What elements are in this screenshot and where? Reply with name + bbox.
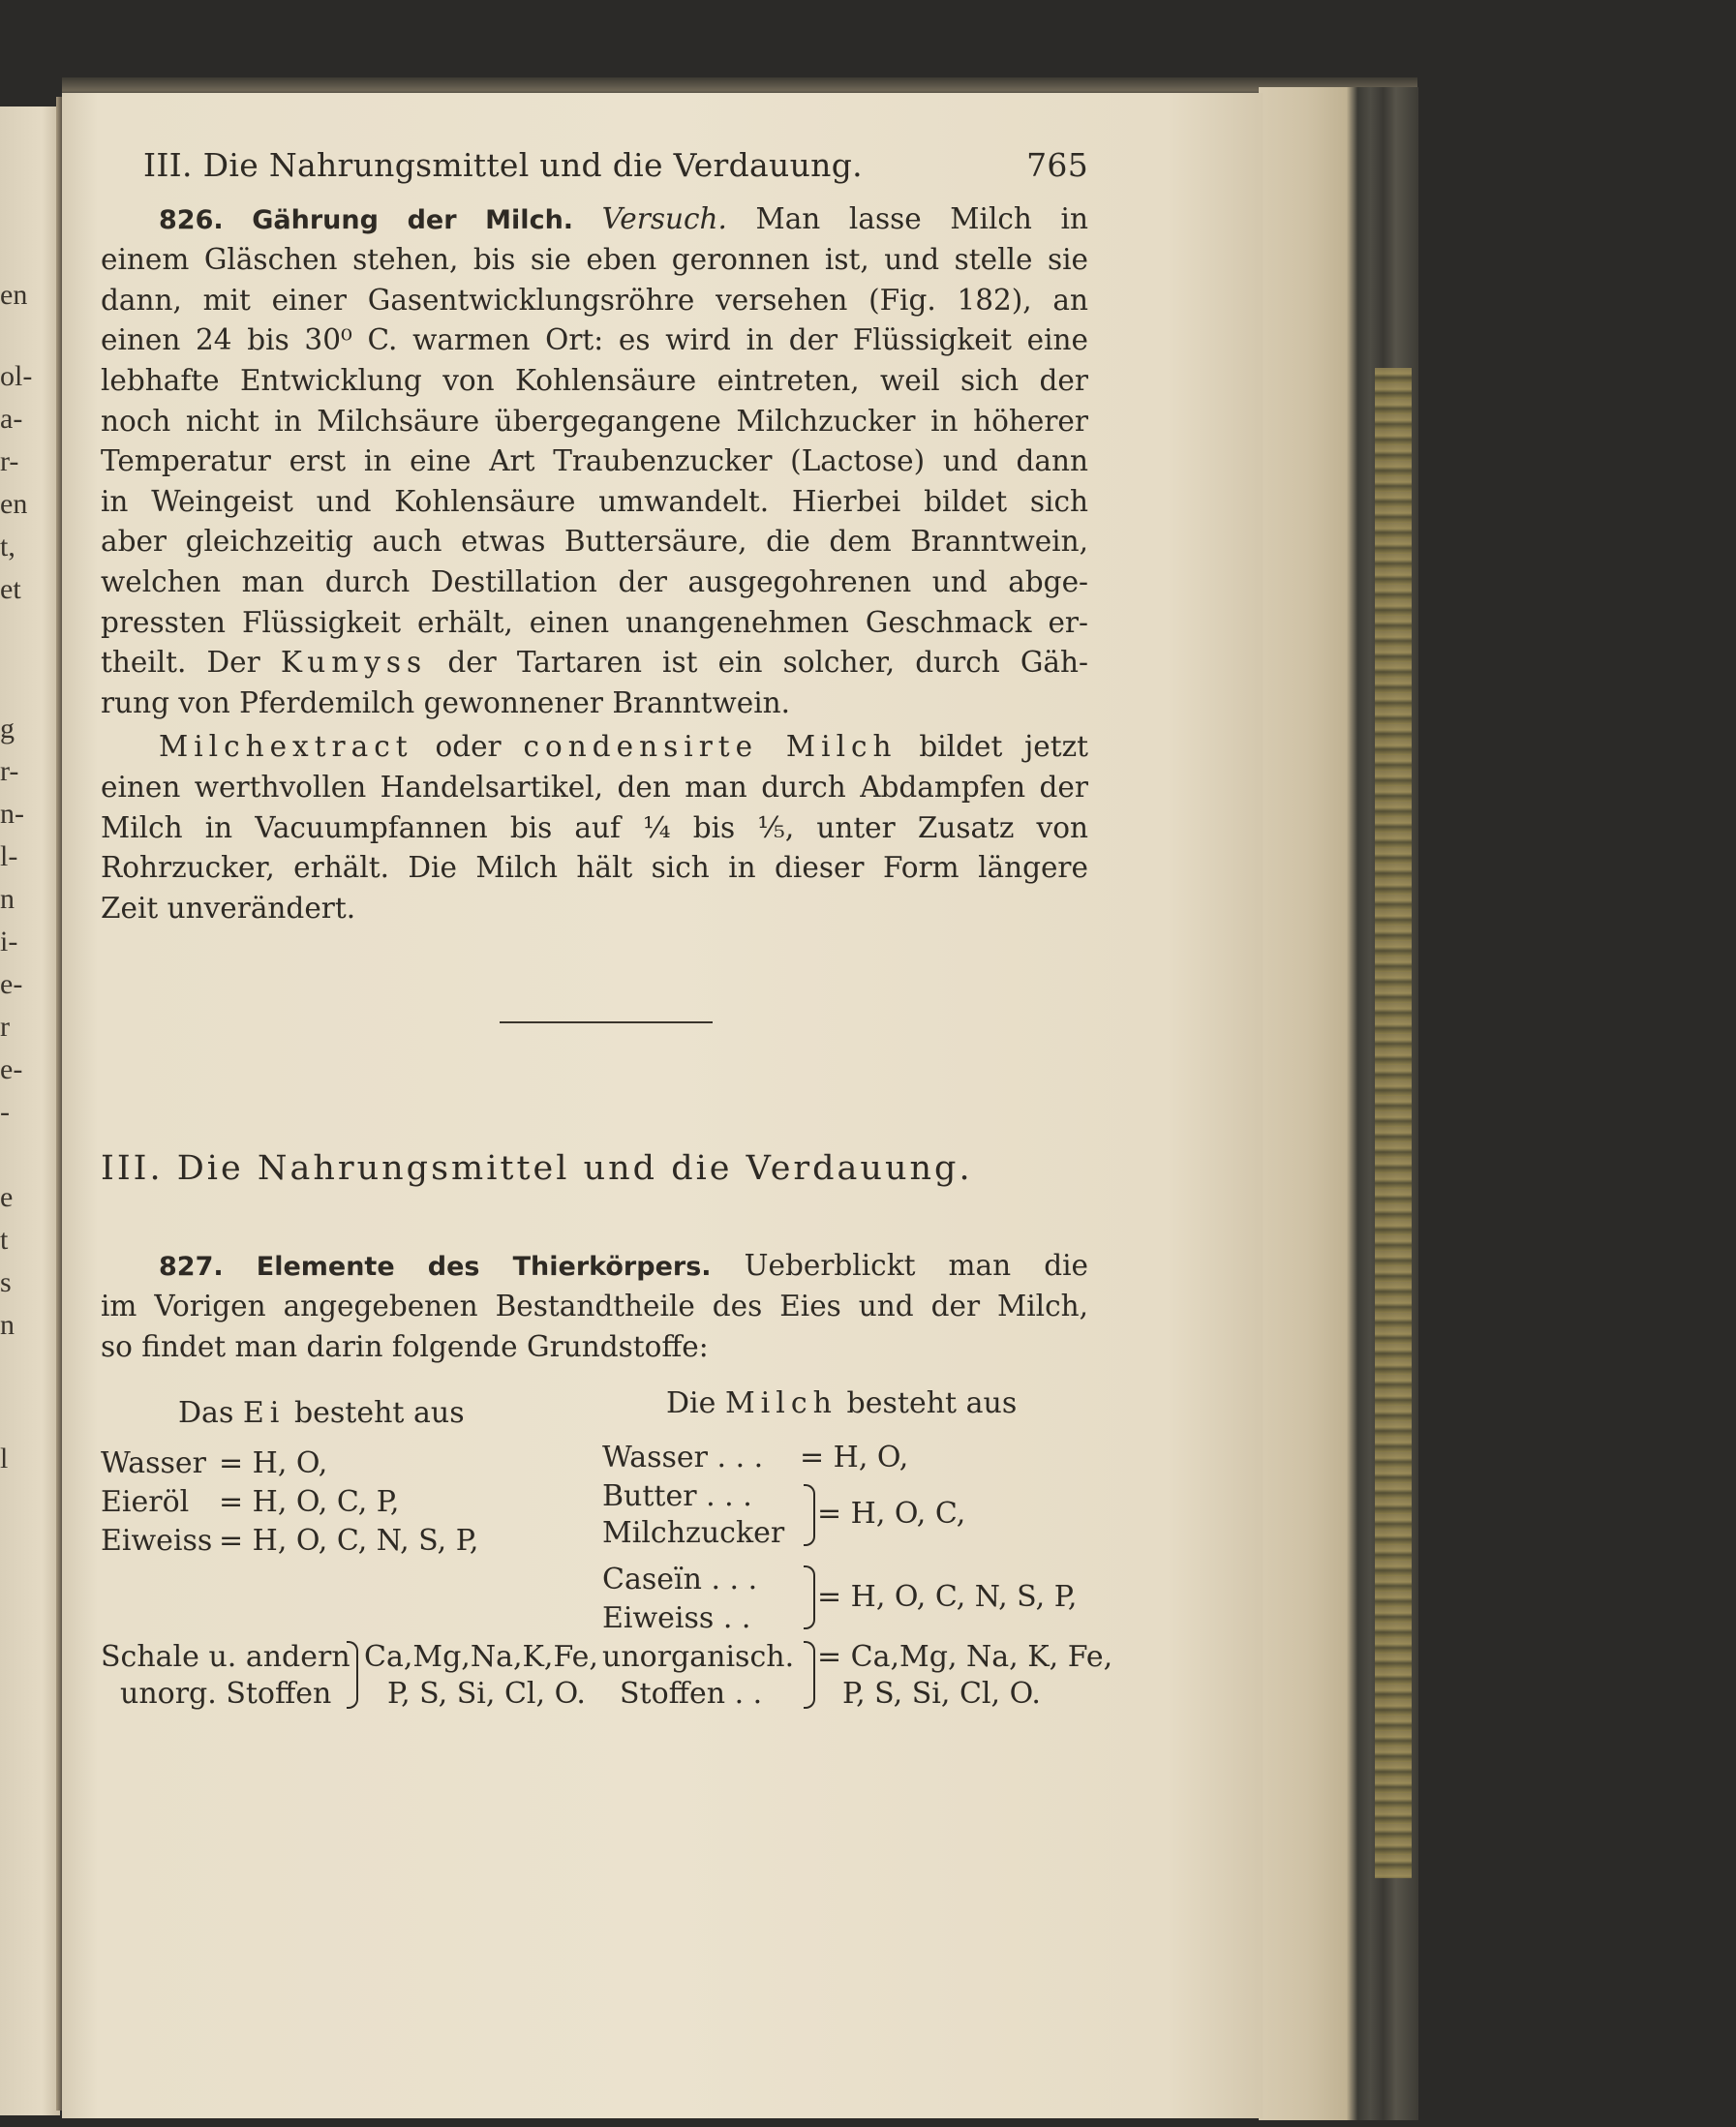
text-span: besteht aus xyxy=(846,1385,1018,1420)
egg-shell-elements: P, S, Si, Cl, O. xyxy=(387,1676,586,1711)
left-fragment: e- xyxy=(0,1053,23,1085)
egg-row-formula: = H, O, xyxy=(219,1445,328,1480)
left-fragment: a- xyxy=(0,403,23,435)
section-826-line xyxy=(101,199,1088,241)
milk-brace xyxy=(804,1565,815,1629)
text-span: bildet jetzt xyxy=(919,730,1088,764)
section-826-number: 826. xyxy=(159,204,224,235)
milk-extract-paragraph xyxy=(101,727,1088,928)
left-fragment: e xyxy=(0,1181,14,1213)
section-826-title: Gährung der Milch. xyxy=(252,204,574,235)
section-826-line: lebhafte Entwicklung von Kohlensäure eintreten, weil sich der xyxy=(101,363,1088,397)
text-span: der Tartaren ist ein solcher, durch Gäh- xyxy=(447,646,1088,680)
section-826-line: einen 24 bis 30⁰ C. warmen Ort: es wird in der Flüssigkeit eine xyxy=(101,323,1088,357)
left-fragment: ol- xyxy=(0,360,33,392)
section-826-line: einem Gläschen stehen, bis sie eben geronnen ist, und stelle sie xyxy=(101,243,1088,277)
left-fragment: g xyxy=(0,713,15,744)
running-head-title: III. Die Nahrungsmittel und die Verdauung. xyxy=(143,146,863,184)
egg-row-formula: = H, O, C, P, xyxy=(219,1484,400,1519)
egg-shell-label: unorg. Stoffen xyxy=(120,1676,332,1711)
section-826-label: Versuch. xyxy=(601,201,727,235)
milk-brace xyxy=(804,1484,815,1546)
left-fragment: et xyxy=(0,573,21,605)
section-826-line xyxy=(101,643,1088,684)
section-heading: III. Die Nahrungsmittel und die Verdauung. xyxy=(101,1149,973,1189)
left-fragment: i- xyxy=(0,926,18,957)
section-827-line: im Vorigen angegebenen Bestandtheile des Eies und der Milch, xyxy=(101,1290,1088,1323)
section-826-line: in Weingeist und Kohlensäure umwandelt. Hierbei bildet sich xyxy=(101,484,1088,518)
egg-term: Ei xyxy=(242,1395,286,1430)
section-826-text: Man lasse Milch in xyxy=(755,201,1088,235)
text-span: theilt. Der xyxy=(101,646,260,680)
left-fragment: t, xyxy=(0,531,15,562)
egg-row-name: Eieröl xyxy=(101,1484,190,1519)
left-fragment: s xyxy=(0,1266,12,1298)
left-fragment: n xyxy=(0,883,15,915)
milk-paragraph-line: Zeit unverändert. xyxy=(101,891,356,925)
left-fragment: n- xyxy=(0,798,24,830)
milk-row-name: Wasser . . . xyxy=(602,1440,764,1474)
milk-paragraph-line: einen werthvollen Handelsartikel, den man durch Abdampfen der xyxy=(101,770,1088,804)
milk-row-name: Butter . . . xyxy=(602,1478,752,1513)
cover-binding-bands xyxy=(1375,368,1412,1878)
left-fragment: l- xyxy=(0,840,18,872)
milk-brace xyxy=(804,1641,815,1709)
previous-page-sliver xyxy=(0,106,60,2115)
milk-row-formula: = H, O, C, N, S, P, xyxy=(817,1579,1078,1614)
milk-term: Milch xyxy=(724,1385,838,1420)
milk-paragraph-line: Milch in Vacuumpfannen bis auf ¼ bis ⅕, unter Zusatz von xyxy=(101,810,1088,844)
milk-row-name: Stoffen . . xyxy=(620,1676,763,1711)
text-span: Die xyxy=(666,1385,716,1420)
milk-row-formula: = H, O, C, xyxy=(817,1496,966,1531)
section-826-line: pressten Flüssigkeit erhält, einen unangenehmen Geschmack er- xyxy=(101,605,1088,639)
left-fragment: r- xyxy=(0,755,19,787)
section-826-line: rung von Pferdemilch gewonnener Branntwein. xyxy=(101,685,791,719)
text-span: Das xyxy=(178,1395,234,1430)
condensirte-milch-term: condensirte Milch xyxy=(523,730,898,764)
section-827-line: so findet man darin folgende Grundstoffe: xyxy=(101,1330,709,1364)
egg-shell-brace xyxy=(347,1641,358,1709)
egg-row-name: Wasser xyxy=(101,1445,206,1480)
left-fragment: - xyxy=(0,1096,10,1128)
left-fragment: en xyxy=(0,488,28,520)
running-head xyxy=(143,145,1088,186)
milk-row-name: Milchzucker xyxy=(602,1515,785,1550)
egg-column-header xyxy=(178,1393,465,1434)
egg-shell-elements: Ca,Mg,Na,K,Fe, xyxy=(364,1639,598,1674)
egg-row-name: Eiweiss xyxy=(101,1523,213,1558)
egg-shell-label: Schale u. andern xyxy=(101,1639,350,1674)
page-number: 765 xyxy=(1026,146,1088,184)
left-fragment: e- xyxy=(0,968,23,1000)
milk-row-name: Caseïn . . . xyxy=(602,1562,758,1596)
section-827-line xyxy=(101,1246,1088,1288)
milk-row-formula: = Ca,Mg, Na, K, Fe, xyxy=(817,1639,1113,1674)
left-fragment: t xyxy=(0,1224,9,1256)
composition-table xyxy=(101,1383,1113,1732)
text-span: Ueberblickt man die xyxy=(744,1248,1088,1282)
left-fragment: l xyxy=(0,1443,9,1474)
section-826-line: welchen man durch Destillation der ausgegohrenen und abge- xyxy=(101,564,1088,598)
section-826-line: dann, mit einer Gasentwicklungsröhre versehen (Fig. 182), an xyxy=(101,283,1088,317)
page-content xyxy=(101,145,1113,1732)
milk-row-formula: = H, O, xyxy=(800,1440,909,1474)
kumyss-term: Kumyss xyxy=(280,646,428,680)
section-827-number: 827. xyxy=(159,1251,224,1282)
section-827 xyxy=(101,1246,1088,1368)
section-826 xyxy=(101,199,1088,724)
text-span: oder xyxy=(435,730,502,764)
left-fragment: r xyxy=(0,1011,10,1043)
milk-row-name: Eiweiss . . xyxy=(602,1600,751,1635)
left-fragment: en xyxy=(0,279,28,311)
egg-row-formula: = H, O, C, N, S, P, xyxy=(219,1523,479,1558)
section-divider-rule xyxy=(500,1021,713,1023)
milk-paragraph-line: Rohrzucker, erhält. Die Milch hält sich in dieser Form längere xyxy=(101,851,1088,885)
milk-paragraph-line xyxy=(101,727,1088,768)
section-826-line: aber gleichzeitig auch etwas Buttersäure, die dem Branntwein, xyxy=(101,525,1088,559)
milk-column-header xyxy=(666,1383,1017,1424)
text-span: besteht aus xyxy=(293,1395,465,1430)
left-fragment: r- xyxy=(0,445,19,477)
milk-row-formula: P, S, Si, Cl, O. xyxy=(842,1676,1041,1711)
milchextract-term: Milchextract xyxy=(159,730,413,764)
section-827-title: Elemente des Thierkörpers. xyxy=(256,1251,712,1282)
section-826-line: Temperatur erst in eine Art Traubenzucker (Lactose) und dann xyxy=(101,444,1088,478)
milk-row-name: unorganisch. xyxy=(602,1639,795,1674)
section-826-line: noch nicht in Milchsäure übergegangene Milchzucker in höherer xyxy=(101,404,1088,438)
left-fragment: n xyxy=(0,1309,15,1341)
